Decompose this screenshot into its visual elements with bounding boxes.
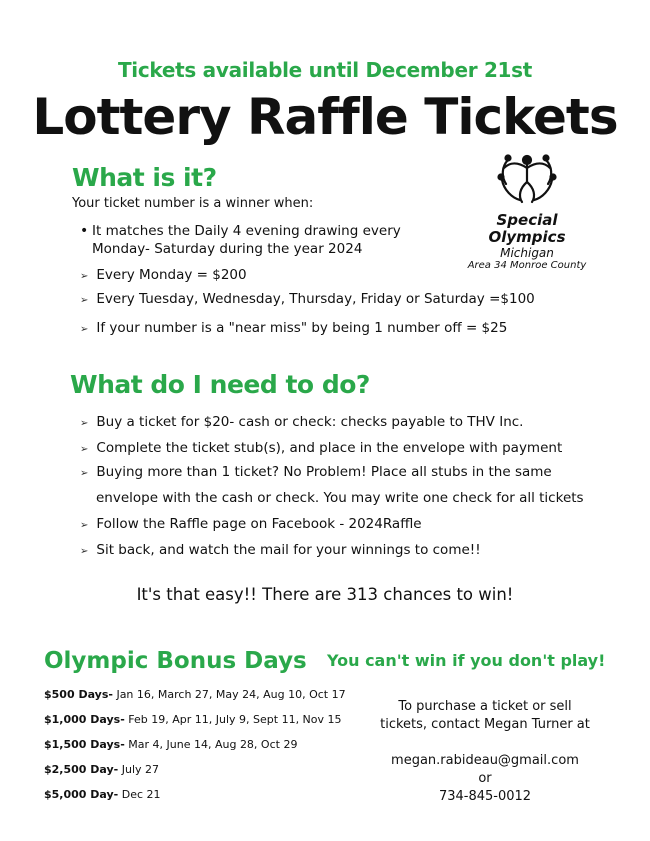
prize-item-near-miss xyxy=(80,320,507,336)
logo-area: Area 34 Monroe County xyxy=(467,260,587,271)
bullet-dot-icon: • xyxy=(80,223,89,239)
chances-to-win-text: It's that easy!! There are 313 chances to win! xyxy=(136,585,514,604)
step-text: Sit back, and watch the mail for your winnings to come!! xyxy=(96,542,481,558)
bonus-row xyxy=(44,738,297,751)
bonus-amount: $1,500 Days- xyxy=(44,738,125,751)
prize-text: If your number is a "near miss" by being 1 number off = $25 xyxy=(96,320,508,336)
logo-name-olympics: Olympics xyxy=(488,228,566,246)
bonus-amount: $1,000 Days- xyxy=(44,713,125,726)
logo-state: Michigan xyxy=(500,246,554,260)
prize-text: Every Monday = $200 xyxy=(96,267,247,283)
contact-phone[interactable]: 734-845-0012 xyxy=(438,789,532,804)
bonus-amount: $500 Days- xyxy=(44,688,113,701)
arrow-bullet-icon: ➢ xyxy=(80,546,89,557)
bonus-dates: July 27 xyxy=(118,763,160,776)
arrow-bullet-icon: ➢ xyxy=(80,444,89,455)
bonus-amount: $5,000 Day- xyxy=(44,788,119,801)
banner-text: Tickets available until December 21st xyxy=(117,58,533,82)
step-item xyxy=(80,414,523,430)
prize-item-weekday xyxy=(80,291,535,307)
bonus-amount: $2,500 Day- xyxy=(44,763,119,776)
bonus-row xyxy=(44,763,159,776)
bonus-dates: Jan 16, March 27, May 24, Aug 10, Oct 17 xyxy=(112,688,346,701)
bullet-line-2: Monday- Saturday during the year 2024 xyxy=(92,241,363,257)
arrow-bullet-icon: ➢ xyxy=(80,468,89,479)
contact-line-1: To purchase a ticket or sell xyxy=(398,699,572,714)
bonus-dates: Feb 19, Apr 11, July 9, Sept 11, Nov 15 xyxy=(124,713,342,726)
arrow-bullet-icon: ➢ xyxy=(80,271,89,282)
prize-item-monday xyxy=(80,267,247,283)
bonus-days-heading: Olympic Bonus Days xyxy=(44,648,307,674)
bonus-dates: Dec 21 xyxy=(118,788,161,801)
page-title: Lottery Raffle Tickets xyxy=(32,88,618,146)
contact-email[interactable]: megan.rabideau@gmail.com xyxy=(391,753,579,768)
step-text: envelope with the cash or check. You may write one check for all tickets xyxy=(96,490,584,506)
special-olympics-logo xyxy=(462,152,592,272)
arrow-bullet-icon: ➢ xyxy=(80,295,89,306)
bonus-dates: Mar 4, June 14, Aug 28, Oct 29 xyxy=(124,738,298,751)
bonus-row xyxy=(44,688,346,701)
logo-name-special: Special xyxy=(496,211,558,229)
arrow-bullet-icon: ➢ xyxy=(80,324,89,335)
prize-text: Every Tuesday, Wednesday, Thursday, Friday or Saturday =$100 xyxy=(96,291,535,307)
step-text: Buying more than 1 ticket? No Problem! Place all stubs in the same xyxy=(96,464,552,480)
step-text: Complete the ticket stub(s), and place in the envelope with payment xyxy=(96,440,563,456)
what-to-do-heading: What do I need to do? xyxy=(70,370,370,399)
contact-or: or xyxy=(478,771,492,786)
step-text: Buy a ticket for $20- cash or check: checks payable to THV Inc. xyxy=(96,414,524,430)
step-item xyxy=(80,440,562,456)
step-item xyxy=(80,516,422,532)
contact-block xyxy=(360,698,610,806)
bonus-row xyxy=(44,713,342,726)
cant-win-slogan: You can't win if you don't play! xyxy=(327,651,606,670)
winner-intro-text: Your ticket number is a winner when: xyxy=(72,196,314,211)
bonus-row xyxy=(44,788,161,801)
bullet-line-1: It matches the Daily 4 evening drawing every xyxy=(92,223,401,239)
step-item xyxy=(80,542,481,558)
contact-line-2: tickets, contact Megan Turner at xyxy=(380,717,590,732)
arrow-bullet-icon: ➢ xyxy=(80,418,89,429)
special-olympics-figure-icon xyxy=(496,152,558,208)
daily-draw-bullet xyxy=(80,222,401,258)
what-is-it-heading: What is it? xyxy=(72,163,217,192)
step-text: Follow the Raffle page on Facebook - 2024Raffle xyxy=(96,516,422,532)
arrow-bullet-icon: ➢ xyxy=(80,520,89,531)
step-item xyxy=(80,464,552,480)
step-continuation xyxy=(96,490,584,506)
